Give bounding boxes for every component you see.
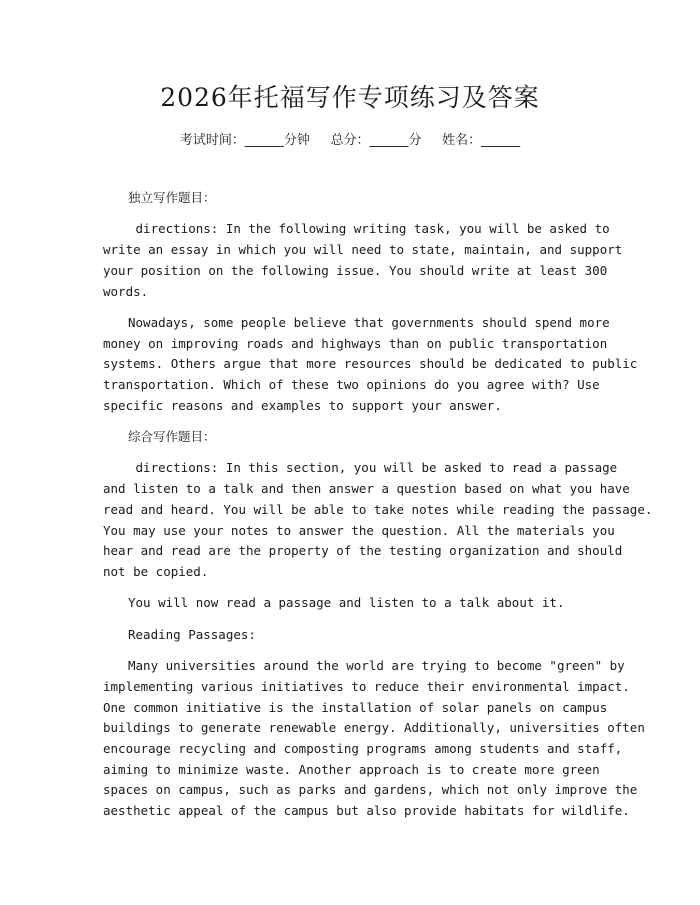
paragraph-line: specific reasons and examples to support your answer. — [103, 397, 502, 413]
paragraph-line: money on improving roads and highways than on public transportation — [103, 335, 608, 351]
paragraph-independent-directions — [103, 219, 623, 302]
paragraph-line: aesthetic appeal of the campus but also provide habitats for wildlife. — [103, 803, 630, 819]
paragraph-integrated-label — [103, 427, 608, 448]
paragraph-line: buildings to generate renewable energy. Additionally, universities often — [103, 720, 645, 736]
paragraph-reading-label — [103, 625, 608, 646]
paragraph-line: spaces on campus, such as parks and gardens, which not only improve the — [103, 782, 638, 798]
paragraph-line: not be copied. — [103, 564, 209, 579]
paragraph-line: read and heard. You will be able to take notes while reading the passage. — [103, 501, 653, 517]
paragraph-line: directions: In this section, you will be asked to read a passage — [128, 460, 618, 476]
paragraph-line: aiming to minimize waste. Another approach is to create more green — [103, 761, 600, 777]
paragraph-line: write an essay in which you will need to state, maintain, and support — [103, 242, 623, 258]
document-body — [103, 188, 653, 832]
paragraph-line: Many universities around the world are trying to become "green" by — [128, 658, 625, 674]
exam-info-line: 考试时间：______分钟 总分：______分 姓名：______ — [179, 133, 521, 148]
paragraph-line: One common initiative is the installation of solar panels on campus — [103, 699, 608, 715]
paragraph-line: hear and read are the property of the testing organization and should — [103, 543, 623, 559]
paragraph-line: You will now read a passage and listen to a talk about it. — [128, 595, 565, 611]
paragraph-line: directions: In the following writing task, you will be asked to — [128, 221, 610, 237]
paragraph-independent-label — [103, 188, 608, 209]
paragraph-line: words. — [103, 283, 149, 299]
paragraph-independent-prompt — [103, 313, 638, 417]
paragraph-line: Reading Passages: — [128, 626, 256, 642]
paragraph-line: transportation. Which of these two opinions do you agree with? Use — [103, 377, 600, 392]
paragraph-line: encourage recycling and composting programs among students and staff, — [103, 740, 623, 756]
paragraph-integrated-intro — [103, 593, 608, 614]
paragraph-reading-passage — [103, 656, 645, 822]
paragraph-line: implementing various initiatives to reduce their environmental impact. — [103, 678, 630, 694]
paragraph-line: 独立写作题目： — [128, 190, 216, 205]
paragraph-line: your position on the following issue. You should write at least 300 — [103, 262, 608, 278]
paragraph-line: You may use your notes to answer the question. All the materials you — [103, 522, 615, 538]
page-title: 2026年托福写作专项练习及答案 — [160, 83, 540, 112]
paragraph-line: 综合写作题目： — [128, 429, 216, 445]
paragraph-line: and listen to a talk and then answer a question based on what you have — [103, 481, 630, 497]
paragraph-line: Nowadays, some people believe that governments should spend more — [128, 314, 610, 330]
paragraph-line: systems. Others argue that more resources should be dedicated to public — [103, 356, 638, 372]
paragraph-integrated-directions — [103, 458, 653, 582]
